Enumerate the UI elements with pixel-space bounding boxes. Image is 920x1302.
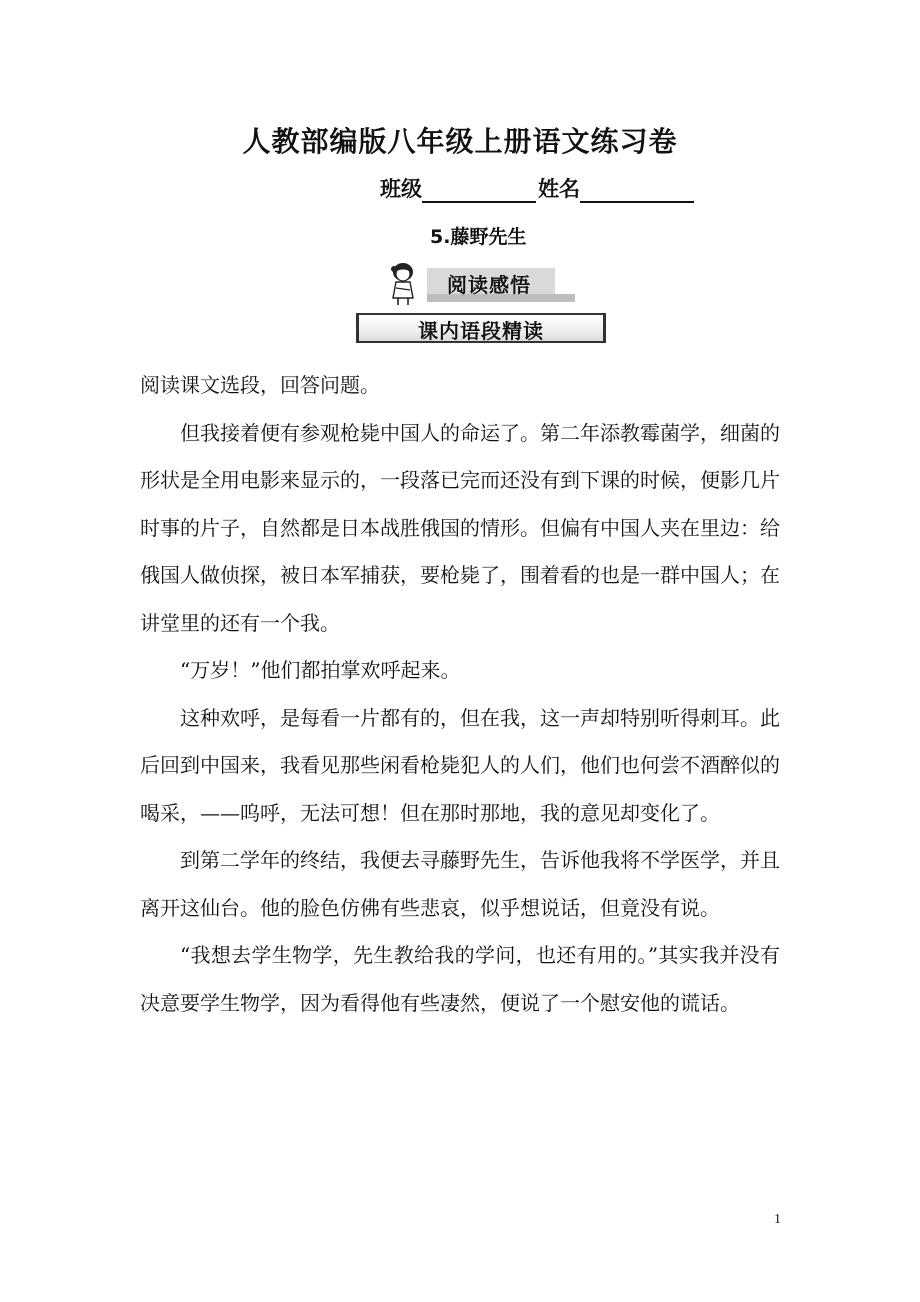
passage-paragraph: 这种欢呼，是每看一片都有的，但在我，这一声却特别听得刺耳。此后回到中国来，我看见那些闲看枪毙犯人的人们，他们也何尝不酒醉似的喝采，——呜呼，无法可想！但在那时那地，我的意见却变化了。 — [140, 705, 780, 825]
passage-paragraph: 但我接着便有参观枪毙中国人的命运了。第二年添教霉菌学，细菌的形状是全用电影来显示的，一段落已完而还没有到下课的时候，便影几片时事的片子，自然都是日本战胜俄国的情形。但偏有中国人夹在里边：给俄国人做侦探，被日本军捕获，要枪毙了，围着看的也是一群中国人；在讲堂里的还有一个我。 — [140, 420, 780, 635]
reading-section-banner — [383, 260, 583, 306]
passage-paragraph: 到第二学年的终结，我便去寻藤野先生，告诉他我将不学医学，并且离开这仙台。他的脸色仿佛有些悲哀，似乎想说话，但竟没有说。 — [140, 848, 780, 920]
class-blank[interactable] — [422, 181, 536, 203]
subsection-banner-label: 课内语段精读 — [418, 319, 544, 343]
instruction-text: 阅读课文选段，回答问题。 — [140, 373, 380, 397]
reading-passage — [140, 362, 780, 1027]
reading-banner-label: 阅读感悟 — [447, 273, 531, 297]
name-blank[interactable] — [580, 181, 694, 203]
class-label: 班级 — [380, 177, 422, 201]
student-info-row — [380, 173, 696, 203]
page-number: 1 — [774, 1212, 781, 1227]
passage-paragraph: “万岁！”他们都拍掌欢呼起来。 — [180, 658, 461, 682]
girl-reading-icon — [383, 260, 433, 306]
worksheet-title: 人教部编版八年级上册语文练习卷 — [242, 125, 678, 158]
subsection-banner — [356, 313, 608, 347]
name-label: 姓名 — [538, 177, 580, 201]
lesson-title: 5.藤野先生 — [430, 226, 527, 248]
passage-paragraph: “我想去学生物学，先生教给我的学问，也还有用的。”其实我并没有决意要学生物学，因为看得他有些凄然，便说了一个慰安他的谎话。 — [140, 943, 780, 1015]
